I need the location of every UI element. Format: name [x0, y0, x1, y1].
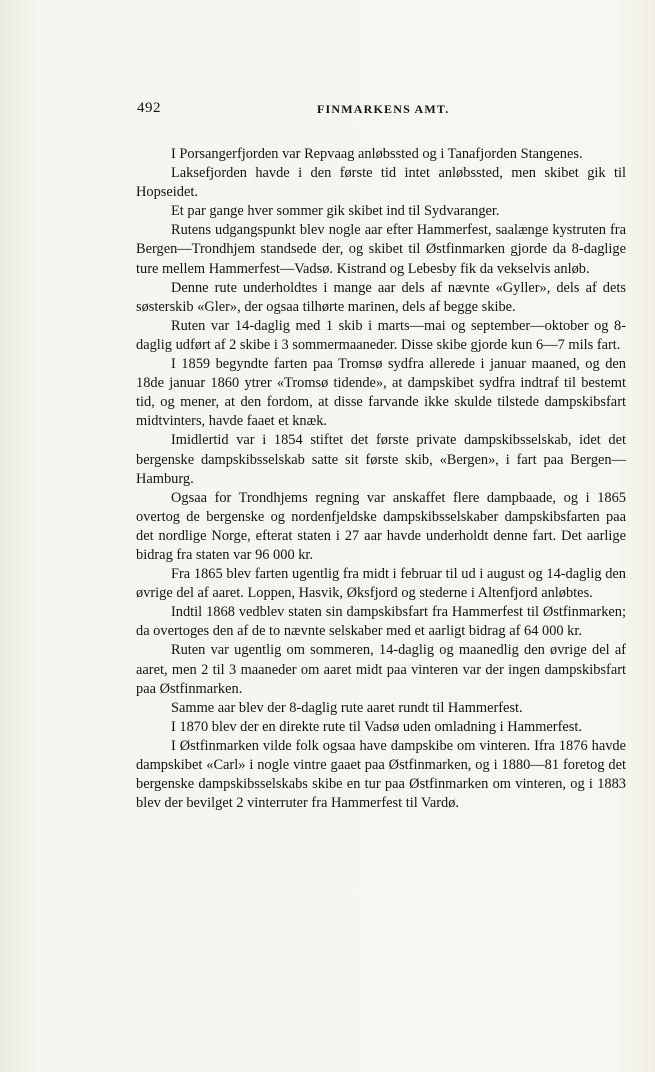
paragraph: Ruten var ugentlig om sommeren, 14-daglig og maanedlig den øvrige del af aaret, men 2 til 3 maaneder om aaret midt paa vinteren var der ingen dampskibsfart paa Østfinmarken. — [136, 642, 626, 697]
paragraph: Rutens udgangspunkt blev nogle aar efter Hammerfest, saalænge kystruten fra Bergen—Trondhjem standsede der, og skibet til Østfinmarken gjorde da 8-daglige ture mellem Hammerfest—Vadsø. Kistrand og Lebesby fik da vekselvis anløb. — [136, 222, 626, 277]
paragraph: I Porsangerfjorden var Repvaag anløbssted og i Tanafjorden Stangenes. — [171, 146, 583, 162]
paragraph: Ogsaa for Trondhjems regning var anskaffet flere dampbaade, og i 1865 overtog de bergenske og nordenfjeldske dampskibsselskaber dampskibsfarten paa det nordlige Norge, efterat staten i 27 aar havde underholdt denne fart. Det aarlige bidrag fra staten var 96 000 kr. — [136, 489, 626, 563]
paragraph: Denne rute underholdtes i mange aar dels af nævnte «Gyller», dels af dets søsterskib «Gler», der ogsaa tilhørte marinen, dels af begge skibe. — [136, 279, 626, 315]
page-header — [137, 100, 627, 124]
paragraph: Fra 1865 blev farten ugentlig fra midt i februar til ud i august og 14-daglig den øvrige del af aaret. Loppen, Hasvik, Øksfjord og stederne i Altenfjord anløbtes. — [136, 566, 626, 602]
page-number: 492 — [137, 100, 161, 116]
paragraph: Imidlertid var i 1854 stiftet det første private dampskibsselskab, idet det bergenske dampskibsselskab satte sit første skib, «Bergen», i fart paa Bergen—Hamburg. — [136, 432, 626, 487]
paragraph: Et par gange hver sommer gik skibet ind til Sydvaranger. — [171, 203, 500, 220]
paragraph: Indtil 1868 vedblev staten sin dampskibsfart fra Hammerfest til Østfinmarken; da overtoges den af de to nævnte selskaber med et aarligt bidrag af 64 000 kr. — [136, 604, 626, 640]
paragraph: I 1859 begyndte farten paa Tromsø sydfra allerede i januar maaned, og den 18de januar 1860 ytrer «Tromsø tidende», at dampskibet sydfra indtraf til bestemt tid, og mener, at den fordom, at disse farvande ikke skulde tilstede dampskibsfart midtvinters, havde faaet et knæk. — [136, 356, 626, 430]
paragraph: I Østfinmarken vilde folk ogsaa have dampskibe om vinteren. Ifra 1876 havde dampskibet «Carl» i nogle vintre gaaet paa Østfinmarken, og i 1880—81 foretog det bergenske dampskibsselskabs skibe en tur paa Østfinmarken om vinteren, og i 1883 blev der bevilget 2 vinterruter fra Hammerfest til Vardø. — [136, 737, 626, 812]
running-title: FINMARKENS AMT. — [317, 102, 450, 116]
paragraph: Samme aar blev der 8-daglig rute aaret rundt til Hammerfest. — [171, 699, 523, 716]
paragraph: Laksefjorden havde i den første tid intet anløbssted, men skibet gik til Hopseidet. — [136, 165, 626, 201]
paragraph: I 1870 blev der en direkte rute til Vadsø uden omladning i Hammerfest. — [171, 718, 582, 735]
body-text — [136, 145, 626, 813]
paragraph: Ruten var 14-daglig med 1 skib i marts—mai og september—oktober og 8-daglig udført af 2 skibe i 3 sommermaaneder. Disse skibe gjorde kun 6—7 mils fart. — [136, 317, 626, 353]
